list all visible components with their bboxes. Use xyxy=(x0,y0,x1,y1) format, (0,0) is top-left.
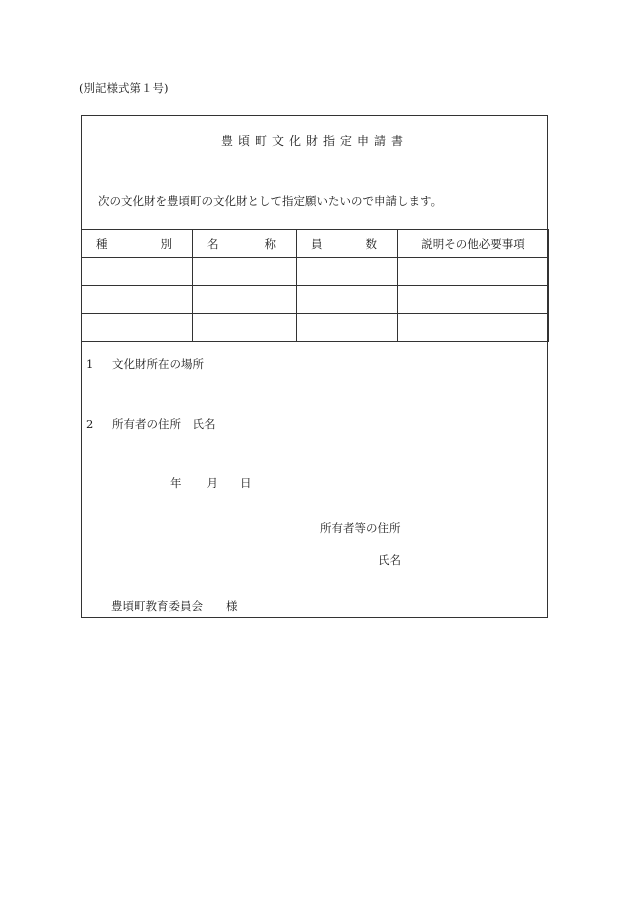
table-cell[interactable] xyxy=(398,258,549,286)
table-cell[interactable] xyxy=(297,314,398,342)
application-form-frame xyxy=(81,115,548,618)
table-cell[interactable] xyxy=(82,314,193,342)
item-location xyxy=(86,356,204,372)
table-cell[interactable] xyxy=(193,314,297,342)
date-year-label: 年 xyxy=(170,476,182,490)
table-cell[interactable] xyxy=(398,286,549,314)
table-cell[interactable] xyxy=(82,286,193,314)
date-line xyxy=(170,475,252,491)
addressee: 豊頃町教育委員会 様 xyxy=(111,599,238,613)
header-type-char-2: 別 xyxy=(160,236,172,251)
table-cell[interactable] xyxy=(297,258,398,286)
table-cell[interactable] xyxy=(297,286,398,314)
header-name-char-1: 名 xyxy=(207,236,219,251)
table-header-row xyxy=(82,230,549,258)
item-number: 2 xyxy=(86,417,94,431)
table-row xyxy=(82,314,549,342)
header-type xyxy=(82,230,193,258)
header-count-char-1: 員 xyxy=(311,236,323,251)
header-count-char-2: 数 xyxy=(365,236,377,251)
request-statement: 次の文化財を豊頃町の文化財として指定願いたいので申請します。 xyxy=(98,194,443,208)
header-name-char-2: 称 xyxy=(264,236,276,251)
item-number: 1 xyxy=(86,357,94,371)
item-owner xyxy=(86,416,216,432)
item-label: 文化財所在の場所 xyxy=(112,357,204,371)
table-row xyxy=(82,258,549,286)
table-cell[interactable] xyxy=(193,286,297,314)
form-title: 豊頃町文化財指定申請書 xyxy=(220,134,408,148)
date-day-label: 日 xyxy=(240,476,252,490)
header-type-char-1: 種 xyxy=(96,236,108,251)
table-cell[interactable] xyxy=(193,258,297,286)
form-number-label: (別記様式第１号) xyxy=(79,81,169,95)
owner-name-label: 氏名 xyxy=(378,553,401,567)
date-month-label: 月 xyxy=(206,476,218,490)
table-row xyxy=(82,286,549,314)
table-cell[interactable] xyxy=(82,258,193,286)
header-description: 説明その他必要事項 xyxy=(398,230,549,258)
item-label: 所有者の住所 氏名 xyxy=(112,417,216,431)
header-count xyxy=(297,230,398,258)
table-cell[interactable] xyxy=(398,314,549,342)
header-name xyxy=(193,230,297,258)
property-table xyxy=(81,229,549,342)
owner-address-label: 所有者等の住所 xyxy=(320,521,401,535)
